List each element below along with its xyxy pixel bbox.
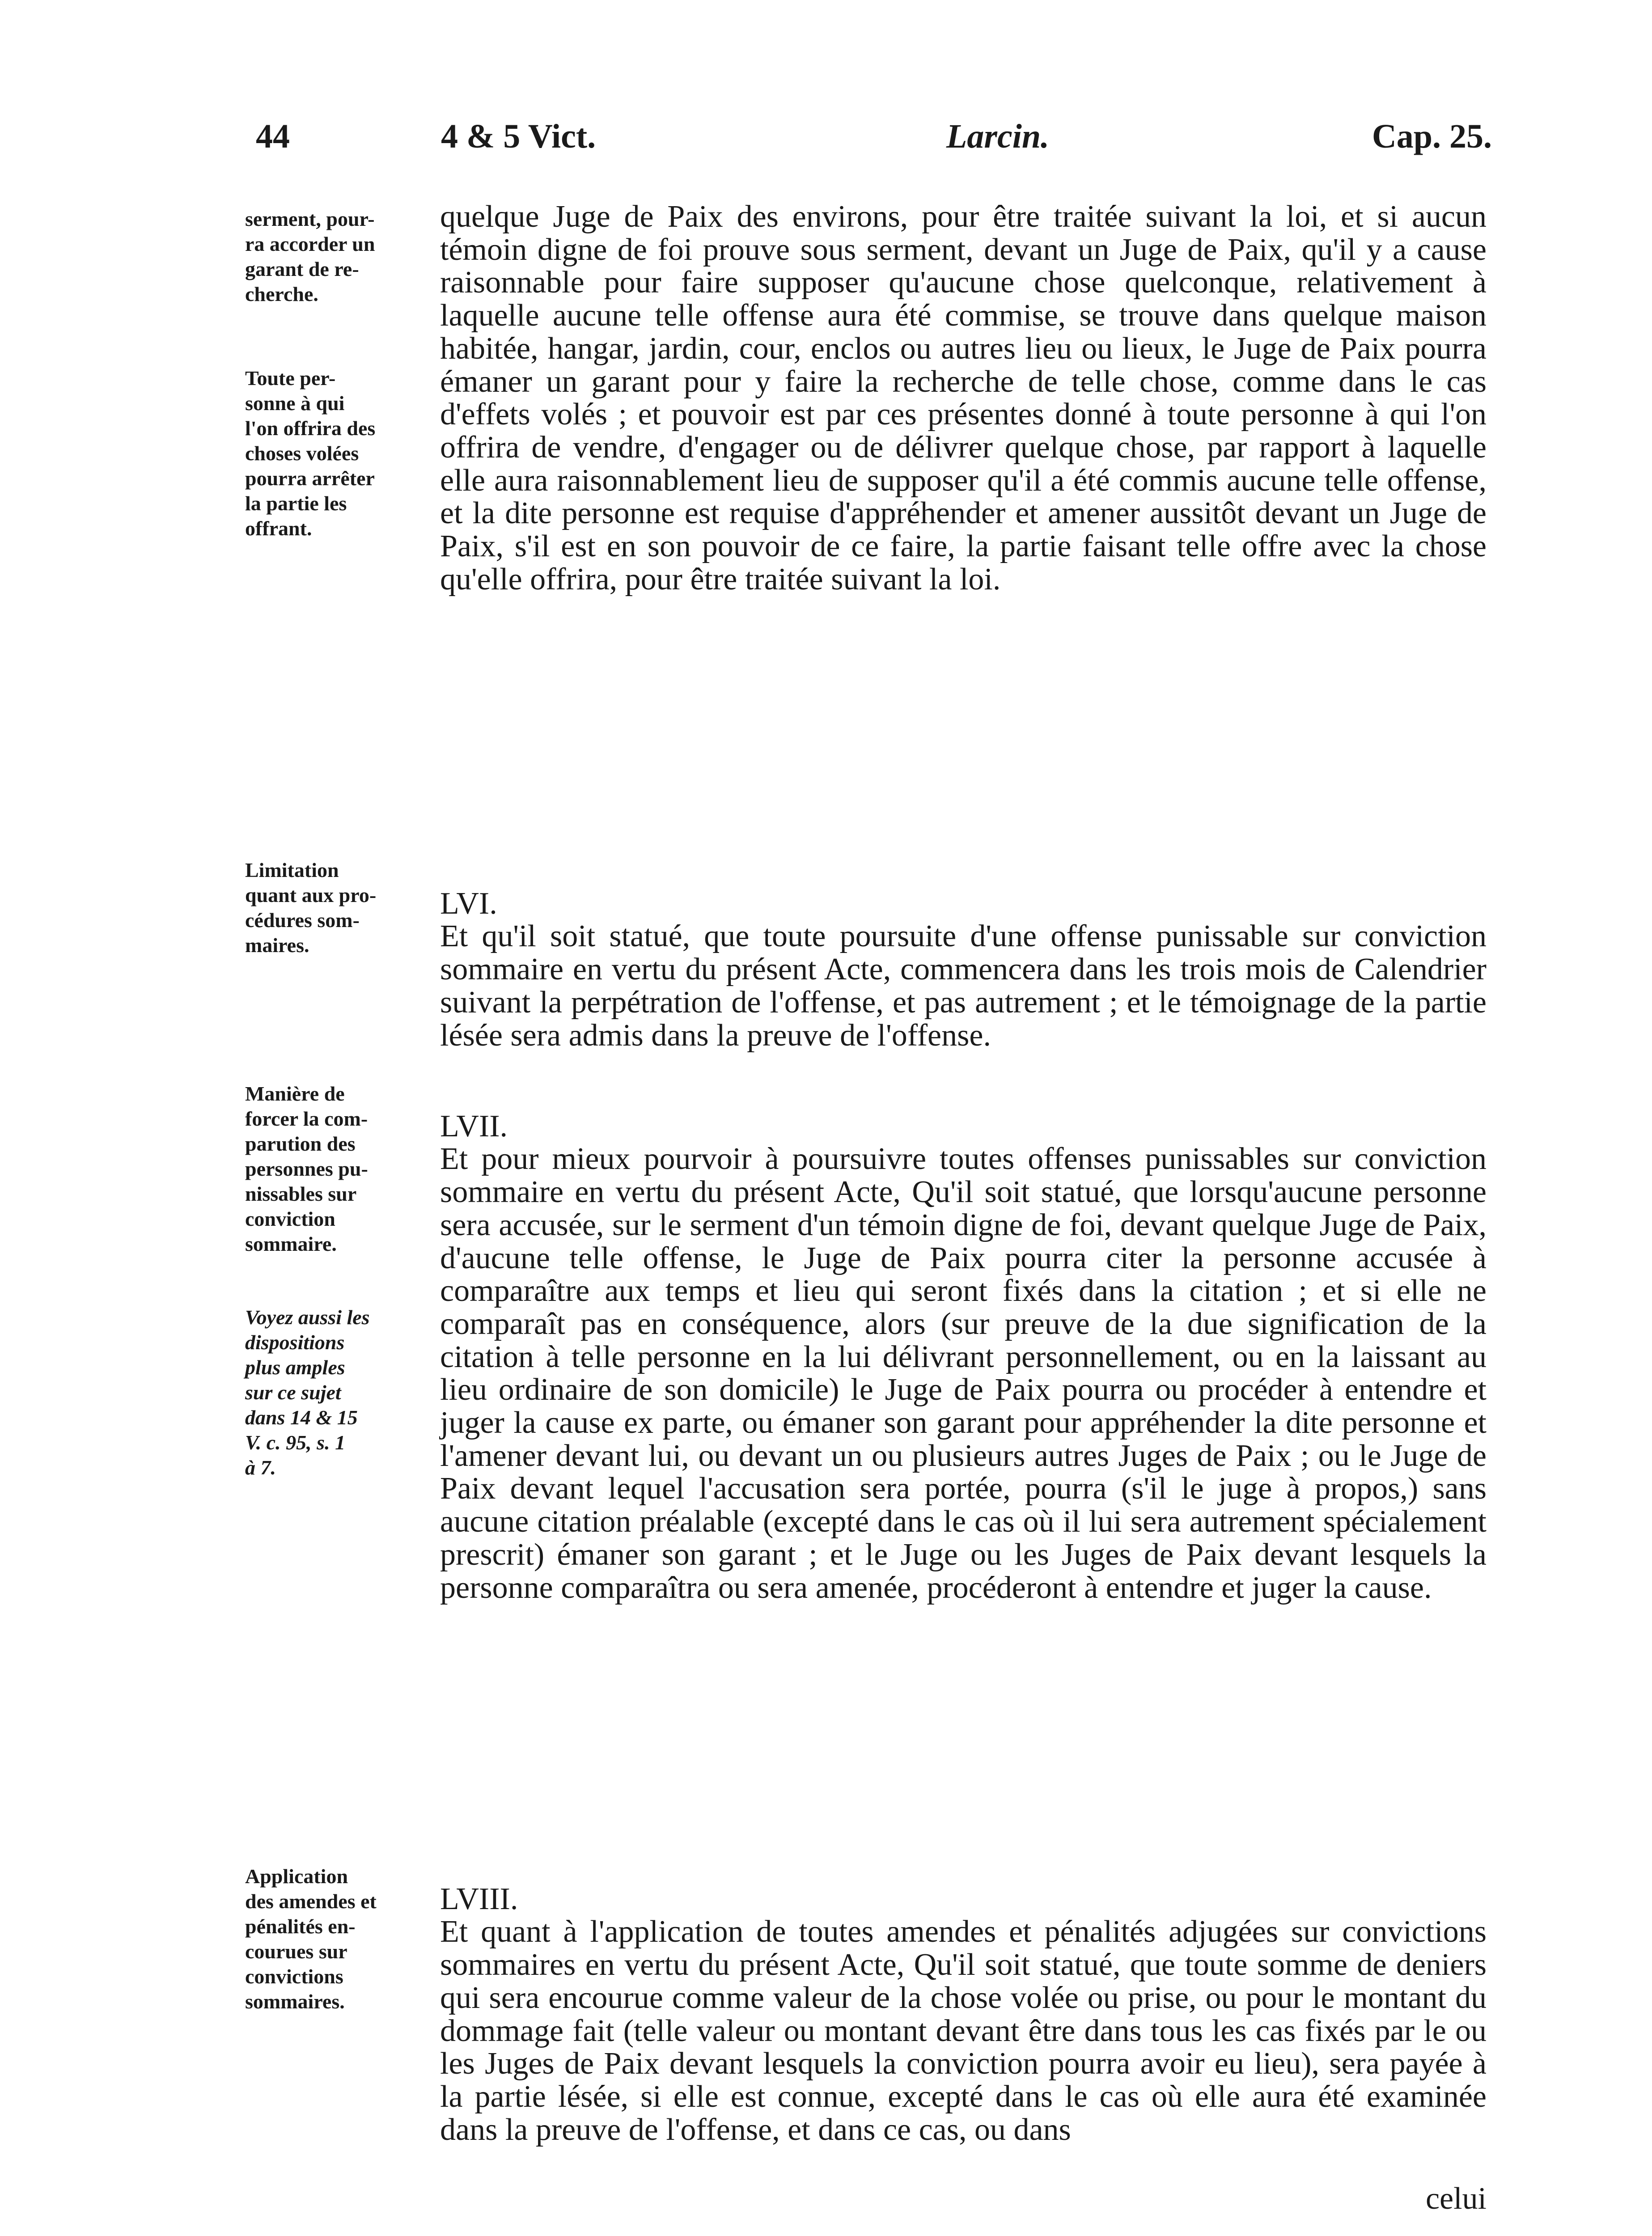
margin-note-see-also: Voyez aussi les dispositions plus amples sur ce sujet dans 14 & 15 V. c. 95, s. 1 à 7. [245,1306,370,1479]
running-title: Larcin. [946,118,1050,155]
section-58-number: LVIII. [440,1881,518,1916]
section-56-text: Et qu'il soit statué, que toute poursuite d'une offense punissable sur conviction sommaire en vertu du présent Acte, commencera dans les trois mois de Calendrier suivant la perpétration de l'offense, et pas autrement ; et le témoignage de la partie lésée sera admis dans la preuve de l'offense. [440,919,1487,1053]
section-58-text: Et quant à l'application de toutes amendes et pénalités adjugées sur convictions sommaires en vertu du présent Acte, Qu'il soit statué, que toute somme de deniers qui sera encourue comme valeur de la chose volée ou prise, ou pour le montant du dommage fait (telle valeur ou montant devant être dans tous les cas fixés par le ou les Juges de Paix devant lesquels la conviction pourra avoir eu lieu), sera payée à la partie lésée, si elle est connue, excepté dans le cas où elle aura été examinée dans la preuve de l'offense, et dans ce cas, ou dans [440,1914,1487,2147]
section-57 [440,1077,1487,1604]
catchword: celui [1425,2181,1487,2216]
section-58 [440,1850,1487,2146]
section-56-number: LVI. [440,886,497,921]
margin-note-arrest-offerer: Toute per- sonne à qui l'on offrira des choses volées pourra arrêter la partie les offrant. [245,367,376,540]
margin-note-limitation: Limitation quant aux pro- cédures som- maires. [245,859,377,957]
section-56 [440,854,1487,1052]
running-header [249,117,1492,166]
margin-note-search-warrant: serment, pour- ra accorder un garant de re- cherche. [245,208,375,305]
chapter-number: Cap. 25. [1372,118,1492,155]
margin-note-application-fines: Application des amendes et pénalités en- courues sur convictions sommaires. [245,1865,377,2013]
paragraph-continuation: quelque Juge de Paix des environs, pour être traitée suivant la loi, et si aucun témoin digne de foi prouve sous serment, devant un Juge de Paix, qu'il y a cause raisonnable pour faire supposer qu'aucune chose quelconque, relativement à laquelle aucune telle offense aura été commise, se trouve dans quelque maison habitée, hangar, jardin, cour, enclos ou autres lieu ou lieux, le Juge de Paix pourra émaner un garant pour y faire la recherche de telle chose, comme dans le cas d'effets volés ; et pouvoir est par ces présentes donné à toute personne à qui l'on offrira de vendre, d'engager ou de délivrer quelque chose, par rapport à laquelle elle aura raisonnablement lieu de supposer qu'il a été commis aucune telle offense, et la dite personne est requise d'appréhender et amener aussitôt devant un Juge de Paix, s'il est en son pouvoir de ce faire, la partie faisant telle offre avec la chose qu'elle offrira, pour être traitée suivant la loi. [440,199,1487,597]
margin-note-compel-appearance: Manière de forcer la com- parution des personnes pu- nissables sur conviction sommaire. [245,1082,368,1255]
page-number: 44 [256,118,290,155]
section-57-number: LVII. [440,1109,508,1143]
regnal-year: 4 & 5 Vict. [441,118,596,155]
section-57-text: Et pour mieux pourvoir à poursuivre toutes offenses punissables sur conviction sommaire en vertu du présent Acte, Qu'il soit statué, que lorsqu'aucune personne sera accusée, sur le serment d'un témoin digne de foi, devant quelque Juge de Paix, d'aucune telle offense, le Juge de Paix pourra citer la personne accusée à comparaître aux temps et lieu qui seront fixés dans la citation ; et si elle ne comparaît pas en conséquence, alors (sur preuve de la due signification de la citation à telle personne en la lui délivrant personnellement, ou en la laissant au lieu ordinaire de son domicile) le Juge de Paix pourra ou procéder à entendre et juger la cause ex parte, ou émaner son garant pour appréhender la dite personne et l'amener devant lui, ou devant un ou plusieurs autres Juges de Paix ; ou le Juge de Paix devant lequel l'accusation sera portée, pourra (s'il le juge à propos,) sans aucune citation préalable (excepté dans le cas où il lui sera autrement spécialement prescrit) émaner son garant ; et le Juge ou les Juges de Paix devant lesquels la personne comparaîtra ou sera amenée, procéderont à entendre et juger la cause. [440,1142,1487,1605]
